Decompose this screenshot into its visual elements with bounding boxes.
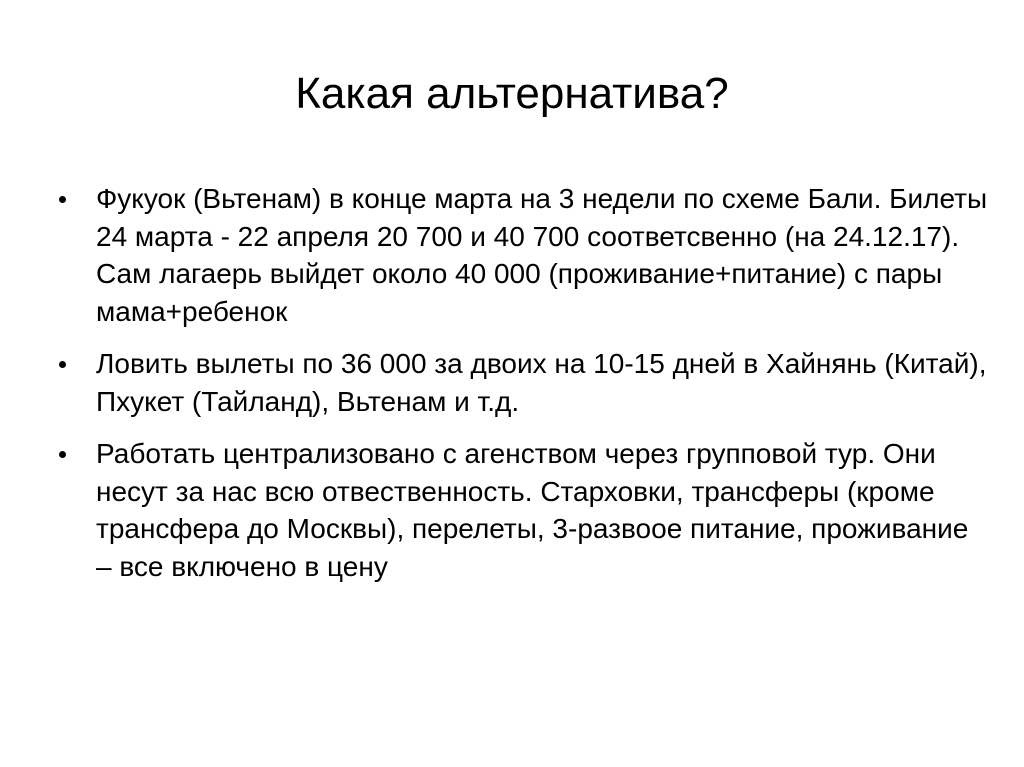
bullet-text: Ловить вылеты по 36 000 за двоих на 10-15 дней в Хайнянь (Китай), Пхукет (Тайланд), Вьтенам и т.д. (96, 348, 987, 417)
bullet-text: Работать централизовано с агенством через групповой тур. Они несут за нас всю отвественность. Старховки, трансферы (кроме трансфера до Москвы), перелеты, 3-развоое питание, проживание – все включено в цену (96, 438, 969, 582)
bullet-list (58, 180, 988, 600)
bullet-text: Фукуок (Вьтенам) в конце марта на 3 недели по схеме Бали. Билеты 24 марта - 22 апреля 20 700 и 40 700 соответсвенно (на 24.12.17). Сам лагаерь выйдет около 40 000 (проживание+питание) с пары мама+ребенок (96, 183, 988, 327)
bullet-item (58, 345, 988, 420)
slide-title: Какая альтернатива? (295, 69, 729, 118)
bullet-item (58, 180, 988, 330)
bullet-dot-icon (59, 451, 66, 458)
bullet-dot-icon (59, 361, 66, 368)
bullet-item (58, 435, 988, 585)
bullet-dot-icon (59, 196, 66, 203)
